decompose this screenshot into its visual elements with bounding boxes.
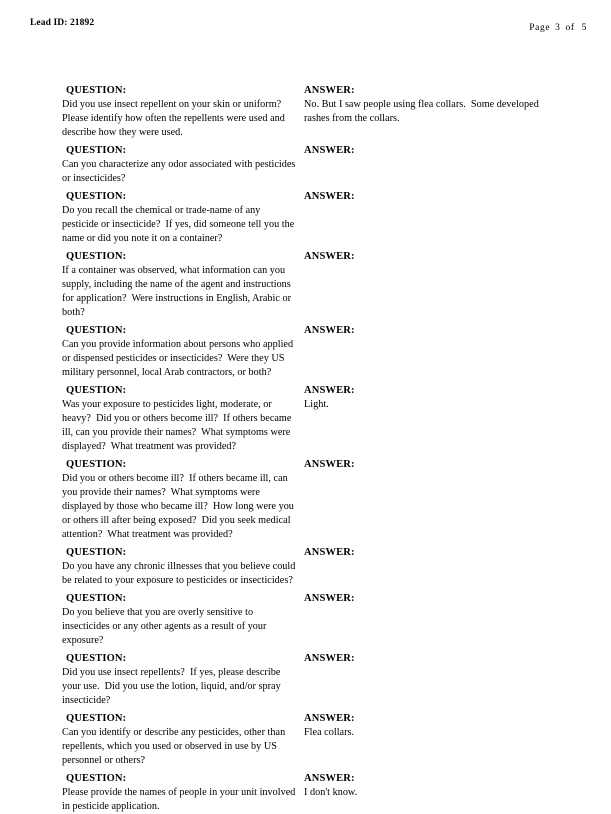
question-text bbox=[62, 786, 300, 814]
answer-label: ANSWER: bbox=[304, 145, 355, 156]
question-column bbox=[62, 84, 300, 140]
question-line: or others ill after being exposed? Did you seek medical bbox=[62, 515, 291, 526]
question-label: QUESTION: bbox=[66, 85, 127, 96]
question-column bbox=[62, 712, 300, 768]
question-line: both? bbox=[62, 307, 85, 318]
question-column bbox=[62, 592, 300, 648]
question-line: be related to your exposure to pesticides or insecticides? bbox=[62, 575, 293, 586]
answer-text bbox=[304, 98, 572, 126]
page-word: Page bbox=[529, 23, 551, 33]
question-text bbox=[62, 338, 300, 380]
answer-line: No. But I saw people using flea collars. Some developed bbox=[304, 99, 539, 110]
question-line: Did you or others become ill? If others became ill, can bbox=[62, 473, 288, 484]
answer-column bbox=[304, 190, 572, 204]
question-line: supply, including the name of the agent and instructions bbox=[62, 279, 291, 290]
question-column bbox=[62, 772, 300, 814]
question-column bbox=[62, 458, 300, 542]
answer-column bbox=[304, 384, 572, 412]
question-column bbox=[62, 190, 300, 246]
question-line: Do you believe that you are overly sensitive to bbox=[62, 607, 254, 618]
question-line: in pesticide application. bbox=[62, 801, 160, 812]
question-line: or insecticides? bbox=[62, 173, 126, 184]
answer-label: ANSWER: bbox=[304, 191, 355, 202]
question-line: insecticides or any other agents as a result of your bbox=[62, 621, 267, 632]
question-text bbox=[62, 398, 300, 454]
lead-id-label: Lead ID: 21892 bbox=[30, 18, 95, 28]
answer-label: ANSWER: bbox=[304, 325, 355, 336]
question-line: you provide their names? What symptoms were bbox=[62, 487, 260, 498]
answer-label: ANSWER: bbox=[304, 593, 355, 604]
question-column bbox=[62, 250, 300, 320]
question-line: or dispensed pesticides or insecticides? Were they US bbox=[62, 353, 285, 364]
answer-column bbox=[304, 250, 572, 264]
answer-label: ANSWER: bbox=[304, 459, 355, 470]
question-text bbox=[62, 472, 300, 542]
question-line: If a container was observed, what information can you bbox=[62, 265, 286, 276]
answer-column bbox=[304, 144, 572, 158]
question-line: personnel or others? bbox=[62, 755, 146, 766]
question-text bbox=[62, 158, 300, 186]
answer-label: ANSWER: bbox=[304, 385, 355, 396]
answer-column bbox=[304, 772, 572, 800]
answer-line: rashes from the collars. bbox=[304, 113, 400, 124]
question-text bbox=[62, 204, 300, 246]
question-column bbox=[62, 546, 300, 588]
answer-label: ANSWER: bbox=[304, 251, 355, 262]
answer-label: ANSWER: bbox=[304, 85, 355, 96]
page-number bbox=[529, 23, 587, 33]
question-text bbox=[62, 666, 300, 708]
question-label: QUESTION: bbox=[66, 713, 127, 724]
answer-column bbox=[304, 458, 572, 472]
question-line: exposure? bbox=[62, 635, 104, 646]
question-text bbox=[62, 606, 300, 648]
answer-column bbox=[304, 592, 572, 606]
question-line: Did you use insect repellent on your skin or uniform? bbox=[62, 99, 282, 110]
question-label: QUESTION: bbox=[66, 773, 127, 784]
question-line: Please provide the names of people in your unit involved bbox=[62, 787, 296, 798]
question-line: Do you have any chronic illnesses that you believe could bbox=[62, 561, 296, 572]
page-total: 5 bbox=[581, 23, 587, 33]
question-line: heavy? Did you or others become ill? If others became bbox=[62, 413, 292, 424]
question-text bbox=[62, 560, 300, 588]
page-of-word: of bbox=[565, 23, 575, 33]
question-line: Can you identify or describe any pesticides, other than bbox=[62, 727, 286, 738]
question-line: Did you use insect repellents? If yes, please describe bbox=[62, 667, 281, 678]
question-line: pesticide or insecticide? If yes, did someone tell you the bbox=[62, 219, 295, 230]
question-line: insecticide? bbox=[62, 695, 111, 706]
question-column bbox=[62, 384, 300, 454]
question-label: QUESTION: bbox=[66, 459, 127, 470]
question-line: displayed by those who became ill? How long were you bbox=[62, 501, 294, 512]
answer-column bbox=[304, 652, 572, 666]
question-text bbox=[62, 264, 300, 320]
answer-column bbox=[304, 324, 572, 338]
question-line: repellents, which you used or observed in use by US bbox=[62, 741, 277, 752]
question-line: Do you recall the chemical or trade-name of any bbox=[62, 205, 261, 216]
question-line: attention? What treatment was provided? bbox=[62, 529, 233, 540]
answer-column bbox=[304, 84, 572, 126]
answer-line: I don't know. bbox=[304, 787, 358, 798]
answer-label: ANSWER: bbox=[304, 653, 355, 664]
page-current: 3 bbox=[555, 23, 561, 33]
answer-text bbox=[304, 786, 572, 800]
question-label: QUESTION: bbox=[66, 593, 127, 604]
question-text bbox=[62, 726, 300, 768]
question-line: describe how they were used. bbox=[62, 127, 183, 138]
answer-text bbox=[304, 398, 572, 412]
question-line: Can you provide information about persons who applied bbox=[62, 339, 294, 350]
answer-column bbox=[304, 712, 572, 740]
question-label: QUESTION: bbox=[66, 385, 127, 396]
question-label: QUESTION: bbox=[66, 325, 127, 336]
question-column bbox=[62, 652, 300, 708]
question-column bbox=[62, 324, 300, 380]
question-label: QUESTION: bbox=[66, 191, 127, 202]
answer-label: ANSWER: bbox=[304, 773, 355, 784]
question-column bbox=[62, 144, 300, 186]
question-line: Please identify how often the repellents were used and bbox=[62, 113, 285, 124]
answer-column bbox=[304, 546, 572, 560]
answer-label: ANSWER: bbox=[304, 713, 355, 724]
question-line: displayed? What treatment was provided? bbox=[62, 441, 237, 452]
answer-line: Light. bbox=[304, 399, 329, 410]
answer-text bbox=[304, 726, 572, 740]
question-label: QUESTION: bbox=[66, 547, 127, 558]
answer-label: ANSWER: bbox=[304, 547, 355, 558]
question-line: ill, can you provide their names? What symptoms were bbox=[62, 427, 291, 438]
question-line: your use. Did you use the lotion, liquid, and/or spray bbox=[62, 681, 281, 692]
question-line: Was your exposure to pesticides light, moderate, or bbox=[62, 399, 272, 410]
question-label: QUESTION: bbox=[66, 653, 127, 664]
question-line: Can you characterize any odor associated with pesticides bbox=[62, 159, 296, 170]
question-text bbox=[62, 98, 300, 140]
question-line: military personnel, local Arab contractors, or both? bbox=[62, 367, 272, 378]
question-label: QUESTION: bbox=[66, 251, 127, 262]
question-line: for application? Were instructions in English, Arabic or bbox=[62, 293, 292, 304]
question-line: name or did you note it on a container? bbox=[62, 233, 223, 244]
page-header bbox=[0, 18, 611, 38]
question-label: QUESTION: bbox=[66, 145, 127, 156]
answer-line: Flea collars. bbox=[304, 727, 355, 738]
